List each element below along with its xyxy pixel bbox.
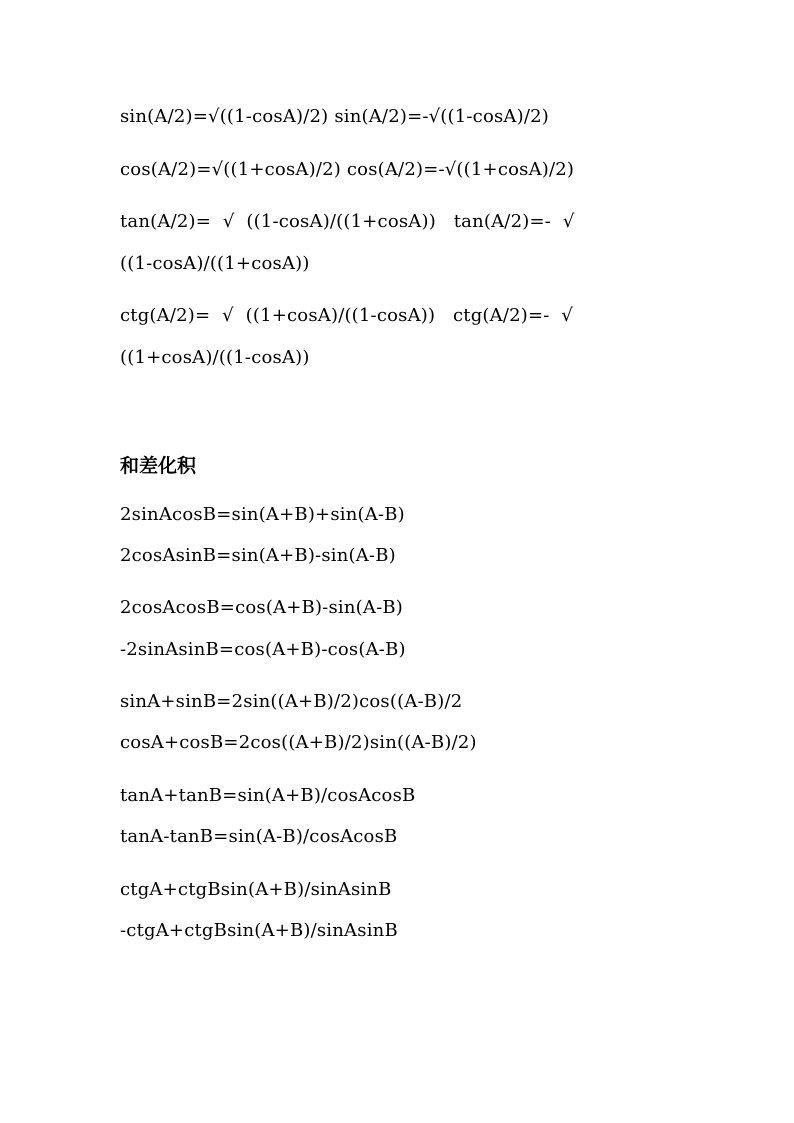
formula-ctg-half: ctg(A/2)= √ ((1+cosA)/((1-cosA)) ctg(A/2)=- √ [120,305,574,326]
formula-line: cosA+cosB=2cos((A+B)/2)sin((A-B)/2) [120,732,477,753]
formula-line: tanA+tanB=sin(A+B)/cosAcosB [120,785,416,806]
formula-line: 2sinAcosB=sin(A+B)+sin(A-B) [120,504,405,525]
formula-ctg-half-cont: ((1+cosA)/((1-cosA)) [120,347,310,368]
formula-line: sinA+sinB=2sin((A+B)/2)cos((A-B)/2 [120,691,463,712]
formula-line: 2cosAsinB=sin(A+B)-sin(A-B) [120,545,396,566]
formula-line: tanA-tanB=sin(A-B)/cosAcosB [120,826,398,847]
formula-tan-half-cont: ((1-cosA)/((1+cosA)) [120,253,310,274]
formula-cos-half: cos(A/2)=√((1+cosA)/2) cos(A/2)=-√((1+cosA)/2) [120,159,575,180]
formula-line: -ctgA+ctgBsin(A+B)/sinAsinB [120,920,398,941]
section-heading: 和差化积 [120,455,197,477]
formula-tan-half: tan(A/2)= √ ((1-cosA)/((1+cosA)) tan(A/2)=- √ [120,211,575,232]
formula-line: 2cosAcosB=cos(A+B)-sin(A-B) [120,597,404,618]
formula-line: -2sinAsinB=cos(A+B)-cos(A-B) [120,639,406,660]
formula-line: ctgA+ctgBsin(A+B)/sinAsinB [120,879,392,900]
formula-sin-half: sin(A/2)=√((1-cosA)/2) sin(A/2)=-√((1-cosA)/2) [120,106,549,127]
